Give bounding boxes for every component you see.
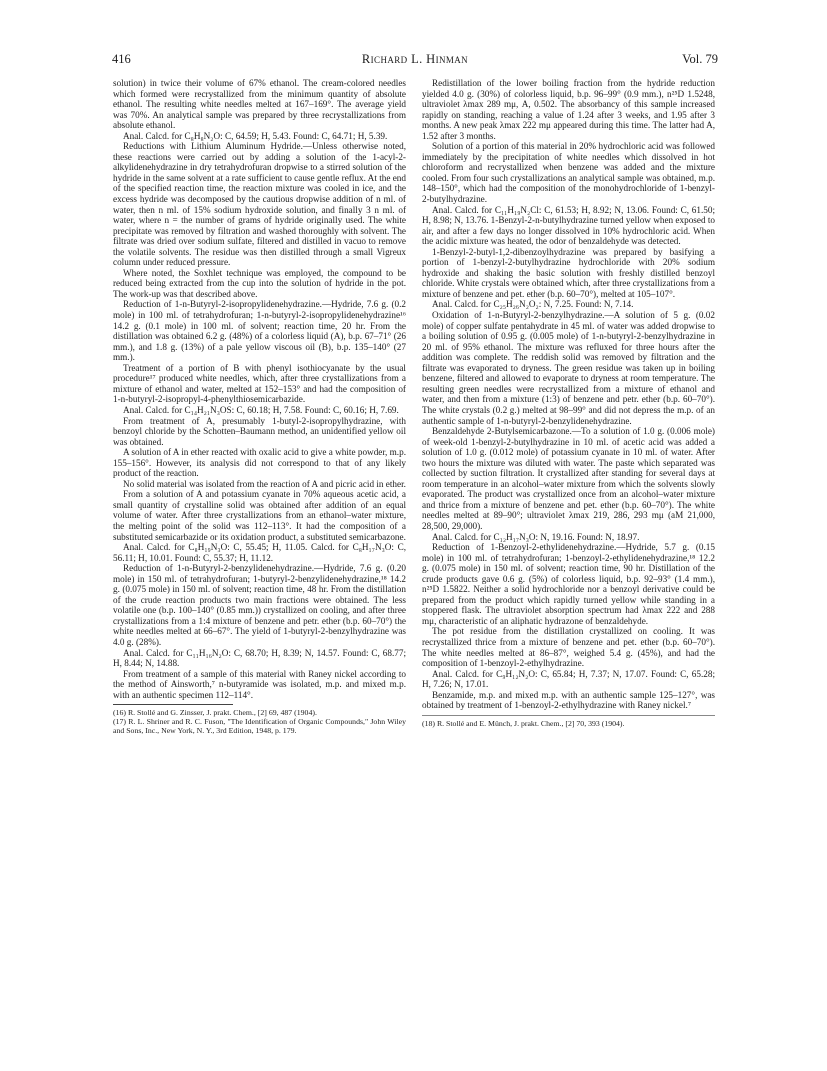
running-author: Richard L. Hinman (361, 52, 469, 66)
section-paragraph: Reduction of 1-Benzoyl-2-ethylidenehydrazine.—Hydride, 5.7 g. (0.15 mole) in 100 ml. of tetrahydrofuran; 1-benzoyl-2-ethylidenehydrazine,¹⁸ 12.2 g. (0.075 mole) in 150 ml. of solvent; reaction time, 90 hr. Distillation of the crude products gave 0.6 g. (5%) of colorless liquid, b.p. 92–93° (1.4 mm.), n²⁵D 1.5822. Neither a solid hydrochloride nor a benzoyl derivative could be prepared from the product which rapidly turned yellow while standing in a stoppered flask. The ultraviolet absorption spectrum had λmax 222 and 288 mμ, characteristic of an aliphatic hydrazone of benzaldehyde. (422, 542, 715, 626)
paragraph: Solution of a portion of this material in 20% hydrochloric acid was followed immediately by the precipitation of white needles which dissolved in hot chloroform and recrystallized when benzene was added and the mixture cooled. From four such crystallizations an analytical sample was obtained, m.p. 148–150°, which had the composition of the monohydrochloride of 1-benzyl-2-butylhydrazine. (422, 141, 715, 205)
section-paragraph: Reduction of 1-n-Butyryl-2-benzylidenehydrazine.—Hydride, 7.6 g. (0.20 mole) in 150 ml. of tetrahydrofuran; 1-butyryl-2-benzylidenehydrazine,¹⁸ 14.2 g. (0.075 mole) in 150 ml. of solvent; reaction time, 48 hr. From the distillation of the crude reaction products two main fractions were obtained. The less volatile one (b.p. 100–140° (0.85 mm.)) crystallized on cooling, and after three crystallizations from a 1:4 mixture of benzene and petr. ether (b.p. 60–70°) the white needles melted at 66–67°. The yield of 1-butyryl-2-benzylhydrazine was 4.0 g. (28%). (113, 563, 406, 647)
paragraph: Redistillation of the lower boiling fraction from the hydride reduction yielded 4.0 g. (30%) of colorless liquid, b.p. 96–99° (0.9 mm.), n²⁵D 1.5248, ultraviolet λmax 289 mμ, A, 0.502. The absorbancy of this sample increased rapidly on standing, reaching a value of 1.24 after 3 weeks, and 1.95 after 3 months. A new peak λmax 222 mμ appeared during this time. The latter had A, 1.52 after 3 months. (422, 78, 715, 141)
analysis-line: Anal. Calcd. for C₁₄H₂₁N₃OS: C, 60.18; H, 7.58. Found: C, 60.16; H, 7.69. (123, 404, 399, 415)
analysis-line: Anal. Calcd. for C₁₂H₁₇N₃O: N, 19.16. Found: N, 18.97. (432, 531, 640, 542)
analysis-line: Anal. Calcd. for C₁₁H₁₆N₂O: C, 68.70; H, 8.39; N, 14.57. Found: C, 68.77; H, 8.44; N, 14.88. (113, 647, 406, 669)
footnote: (16) R. Stollé and G. Zinsser, J. prakt. Chem., [2] 69, 487 (1904). (113, 708, 317, 718)
section-paragraph: Benzaldehyde 2-Butylsemicarbazone.—To a solution of 1.0 g. (0.006 mole) of week-old 1-benzyl-2-butylhydrazine in 10 ml. of acetic acid was added a solution of 1.0 g. (0.012 mole) of potassium cyanate in 10 ml. of water. After two hours the mixture was diluted with water. The paste which separated was collected by suction filtration. It crystallized after standing for several days at room temperature in an alcohol–water mixture from which the solvents slowly evaporated. The product was crystallized once from an alcohol–water mixture and thrice from a mixture of benzene and pet. ether (b.p. 60–70°). The white needles melted at 89–90°; ultraviolet λmax 219, 286, 293 mμ (aM 21,000, 28,500, 29,000). (422, 426, 715, 531)
paragraph: From treatment of a sample of this material with Raney nickel according to the method of Ainsworth,⁷ n-butyramide was isolated, m.p. and mixed m.p. with an authentic specimen 112–114°. (113, 668, 406, 700)
footnote: (17) R. L. Shriner and R. C. Fuson, "The Identification of Organic Compounds," John Wiley and Sons, Inc., New York, N. Y., 3rd Edition, 1948, p. 179. (113, 717, 406, 736)
analysis-line: Anal. Calcd. for C₁₁H₁₉N₂Cl: C, 61.53; H, 8.92; N, 13.06. Found: C, 61.50; H, 8.98; N, 13.76. 1-Benzyl-2-n-butylhydrazine turned yellow when exposed to air, and after a few days no longer dissolved in 10% hydrochloric acid. When the acidic mixture was heated, the odor of benzaldehyde was detected. (422, 204, 715, 247)
paragraph: Where noted, the Soxhlet technique was employed, the compound to be reduced being extracted from the cup into the solution of hydride in the pot. The work-up was that described above. (113, 267, 406, 299)
section-paragraph: 1-Benzyl-2-butyl-1,2-dibenzoylhydrazine was prepared by basifying a portion of 1-benzyl-2-butylhydrazine hydrochloride with 20% sodium hydroxide and shaking the basic solution with freshly distilled benzoyl chloride. White crystals were obtained which, after three crystallizations from a mixture of benzene and pet. ether (b.p. 60–70°), melted at 105–107°. (422, 246, 715, 299)
paragraph: No solid material was isolated from the reaction of A and picric acid in ether. (123, 478, 406, 489)
analysis-line: Anal. Calcd. for C₈H₁₉N₃O: C, 55.45; H, 11.05. Calcd. for C₈H₁₇N₃O: C, 56.11; H, 10.01. Found: C, 55.37; H, 11.12. (113, 542, 406, 563)
analysis-line: Anal. Calcd. for C₂₅H₂₆N₂O₂: N, 7.25. Found: N, 7.14. (432, 299, 634, 310)
paragraph: A solution of A in ether reacted with oxalic acid to give a white powder, m.p. 155–156°. However, its analysis did not correspond to that of any likely product of the reaction. (113, 447, 406, 479)
footnote-divider (113, 704, 233, 705)
section-paragraph: Reductions with Lithium Aluminum Hydride.—Unless otherwise noted, these reactions were carried out by adding a solution of the 1-acyl-2-alkylidenehydrazine in dry tetrahydrofuran dropwise to a stirred solution of the hydride in the same solvent at a rate sufficient to cause gentle reflux. At the end of the specified reaction time, the reaction mixture was cooled in ice, and the excess hydride was decomposed by the cautious dropwise addition of n ml. of water, then n ml. of 15% sodium hydroxide solution, and finally 3 n ml. of water, where n = the number of grams of hydride originally used. The white precipitate was removed by filtration and washed thoroughly with solvent. The filtrate was dried over sodium sulfate, filtered and distilled in vacuo to remove the volatile solvents. The residue was then distilled through a small Vigreux column under reduced pressure. (113, 141, 406, 268)
analysis-line: Anal. Calcd. for C₉H₁₂N₂O: C, 65.84; H, 7.37; N, 17.07. Found: C, 65.28; H, 7.26; N, 17.01. (422, 668, 715, 690)
analysis-line: Anal. Calcd. for C₈H₈N₂O: C, 64.59; H, 5.43. Found: C, 64.71; H, 5.39. (123, 130, 388, 141)
footnote-divider (422, 715, 715, 716)
paragraph: Benzamide, m.p. and mixed m.p. with an authentic sample 125–127°, was obtained by treatment of 1-benzoyl-2-ethylhydrazine with Raney nickel.⁷ (422, 689, 715, 711)
paragraph: solution) in twice their volume of 67% ethanol. The cream-colored needles which formed were recrystallized from the minimum quantity of absolute ethanol. The resulting white needles melted at 167–169°. The average yield was 70%. An analytical sample was prepared by three recrystallizations from absolute ethanol. (113, 78, 406, 131)
footnote: (18) R. Stollé and E. Münch, J. prakt. Chem., [2] 70, 393 (1904). (422, 718, 625, 728)
paragraph: Treatment of a portion of B with phenyl isothiocyanate by the usual procedure¹⁷ produced white needles, which, after three crystallizations from a mixture of ethanol and water, melted at 152–153° and had the composition of 1-n-butyryl-2-isopropyl-4-phenylthiosemicarbazide. (113, 362, 406, 405)
section-paragraph: Reduction of 1-n-Butyryl-2-isopropylidenehydrazine.—Hydride, 7.6 g. (0.2 mole) in 100 ml. of tetrahydrofuran; 1-n-butyryl-2-isopropylidenehydrazine¹⁶ 14.2 g. (0.1 mole) in 100 ml. of solvent; reaction time, 20 hr. From the distillation was obtained 6.2 g. (48%) of a colorless liquid (A), b.p. 67–71° (26 mm.), and 1.8 g. (13%) of a pale yellow viscous oil (B), b.p. 135–140° (27 mm.). (113, 299, 406, 363)
paragraph: From a solution of A and potassium cyanate in 70% aqueous acetic acid, a small quantity of crystalline solid was obtained after addition of an equal volume of water. After three crystallizations from an ethanol–water mixture, the melting point of the solid was 112–113°. It had the composition of a substituted semicarbazide or its oxidation product, a substituted semicarbazone. (113, 489, 406, 542)
running-header (112, 52, 718, 68)
paragraph: The pot residue from the distillation crystallized on cooling. It was recrystallized thrice from a mixture of benzene and pet. ether (b.p. 60–70°). The white needles melted at 86–87°, weighed 5.4 g. (45%), and had the composition of 1-benzoyl-2-ethylhydrazine. (422, 626, 715, 669)
page-number: 416 (112, 52, 131, 66)
paragraph: From treatment of A, presumably 1-butyl-2-isopropylhydrazine, with benzoyl chloride by the Schotten–Baumann method, an unidentified yellow oil was obtained. (113, 415, 406, 447)
left-column (113, 78, 406, 735)
section-paragraph: Oxidation of 1-n-Butyryl-2-benzylhydrazine.—A solution of 5 g. (0.02 mole) of copper sulfate pentahydrate in 45 ml. of water was added dropwise to a boiling solution of 0.95 g. (0.005 mole) of 1-n-butyryl-2-benzylhydrazine in 20 ml. of 95% ethanol. The mixture was refluxed for three hours after the addition was complete. The reddish solid was removed by filtration and the filtrate was evaporated to dryness. The green residue was taken up in boiling benzene, filtered and allowed to evaporate to dryness at room temperature. The resulting green needles were recrystallized from a mixture of ethanol and water, and then from a mixture (1:3) of benzene and petr. ether (b.p. 60–70°). The white crystals (0.2 g.) melted at 98–99° and did not depress the m.p. of an authentic sample of 1-n-butyryl-2-benzylidenehydrazine. (422, 310, 715, 426)
volume-label: Vol. 79 (682, 52, 718, 66)
right-column (422, 78, 715, 728)
